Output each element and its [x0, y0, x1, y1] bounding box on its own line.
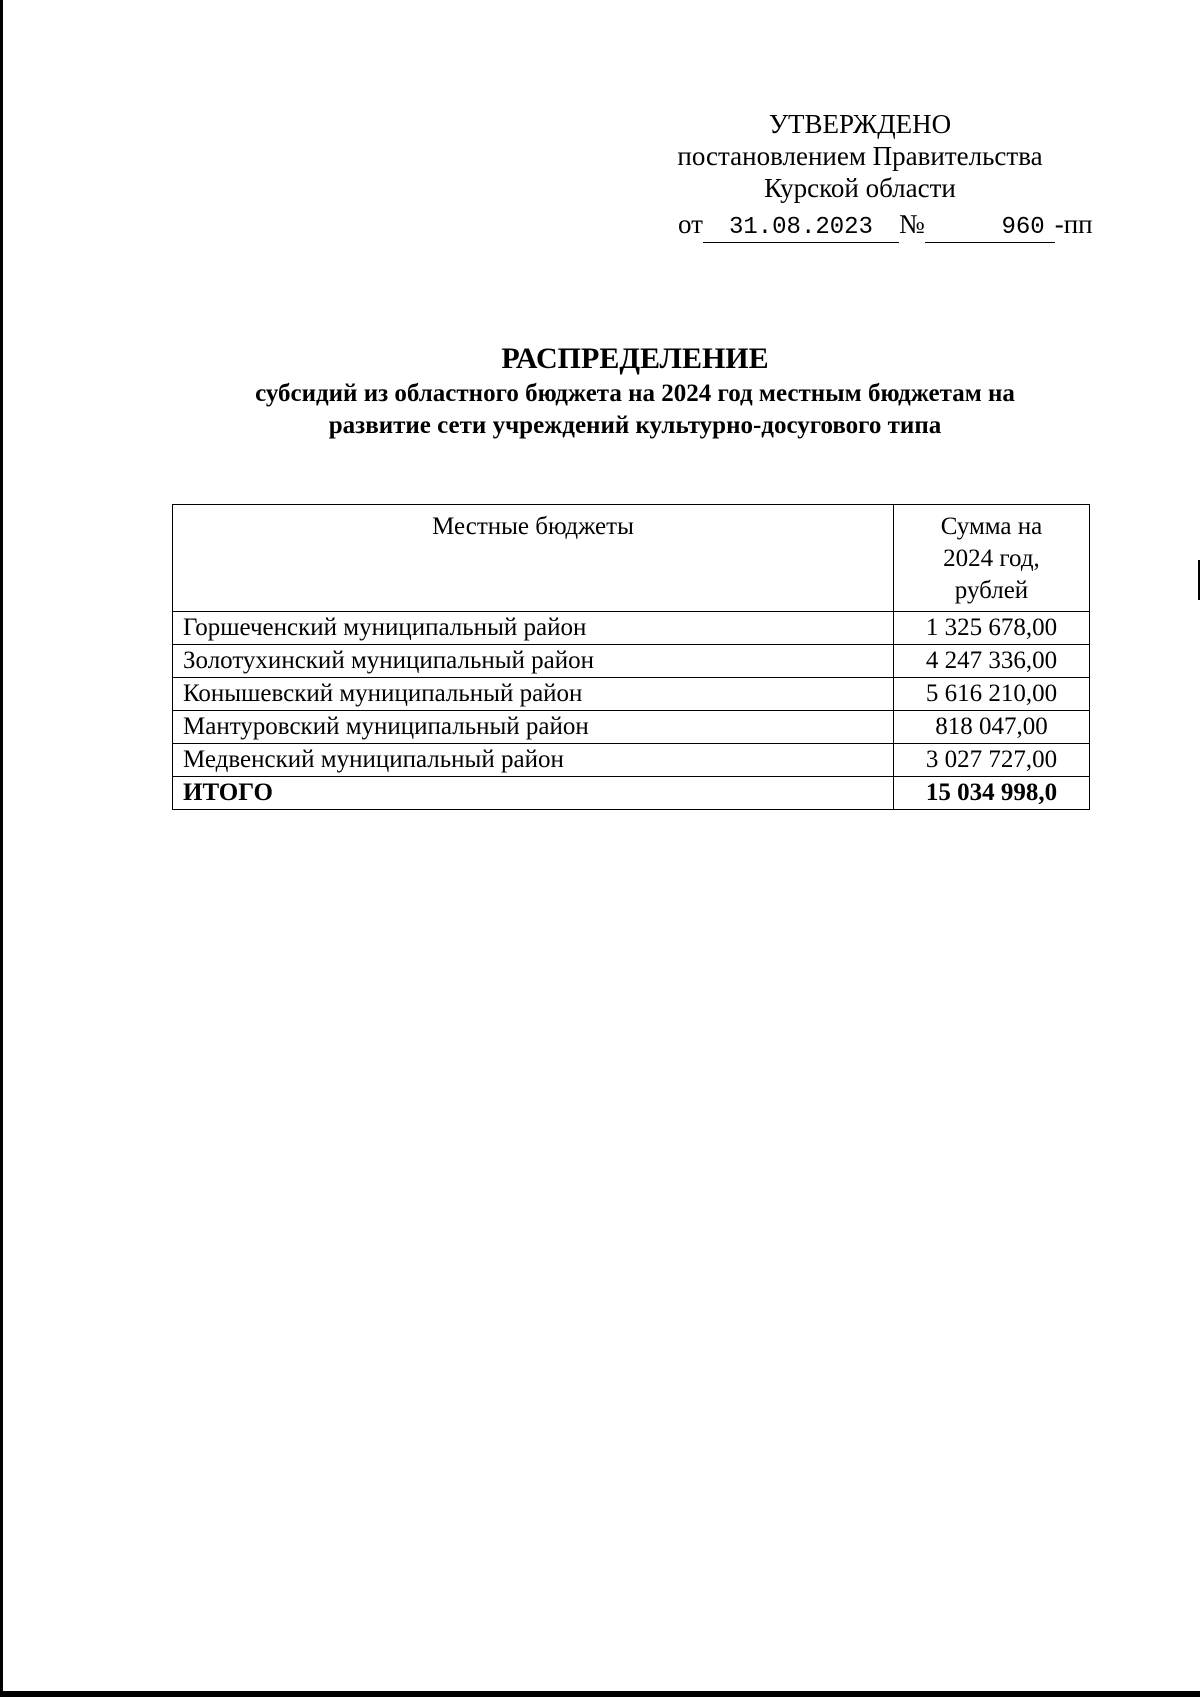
decree-date: 31.08.2023: [703, 214, 899, 243]
row-name: Конышевский муниципальный район: [173, 678, 894, 711]
row-name: Медвенский муниципальный район: [173, 744, 894, 777]
scan-edge-bottom: [0, 1691, 1200, 1697]
decree-suffix: -пп: [1054, 209, 1093, 239]
total-label: ИТОГО: [173, 777, 894, 810]
decree-from-label: от: [678, 209, 703, 239]
distribution-table: [172, 504, 1090, 810]
header-amount-line2: 2024 год,: [943, 545, 1040, 572]
row-name: Мантуровский муниципальный район: [173, 711, 894, 744]
row-name: Горшеченский муниципальный район: [173, 612, 894, 645]
header-local-budgets: Местные бюджеты: [173, 505, 894, 612]
table-total-row: [173, 777, 1090, 810]
title-main: РАСПРЕДЕЛЕНИЕ: [501, 342, 769, 375]
document-title: [160, 340, 1110, 442]
approval-block: [640, 108, 1080, 204]
row-amount: 818 047,00: [894, 711, 1090, 744]
row-amount: 5 616 210,00: [894, 678, 1090, 711]
total-amount: 15 034 998,0: [894, 777, 1090, 810]
decree-number: 960: [925, 214, 1055, 243]
title-subtitle-line1: субсидий из областного бюджета на 2024 год местным бюджетам на: [255, 380, 1015, 407]
row-name: Золотухинский муниципальный район: [173, 645, 894, 678]
table-header-row: [173, 505, 1090, 612]
decree-number-sign: №: [898, 209, 925, 239]
row-amount: 3 027 727,00: [894, 744, 1090, 777]
table-row: [173, 678, 1090, 711]
title-subtitle-line2: развитие сети учреждений культурно-досугового типа: [328, 412, 942, 439]
approval-heading: УТВЕРЖДЕНО: [768, 109, 952, 139]
approval-line-region: Курской области: [764, 173, 956, 203]
header-amount-line1: Сумма на: [940, 513, 1043, 540]
table-row: [173, 744, 1090, 777]
decree-reference: [678, 209, 1093, 243]
row-amount: 4 247 336,00: [894, 645, 1090, 678]
scan-edge-left: [0, 0, 3, 1697]
table-row: [173, 645, 1090, 678]
table-row: [173, 612, 1090, 645]
header-amount-line3: рублей: [954, 577, 1029, 604]
table-row: [173, 711, 1090, 744]
row-amount: 1 325 678,00: [894, 612, 1090, 645]
approval-line-resolution: постановлением Правительства: [677, 141, 1043, 171]
header-amount: [894, 505, 1090, 612]
